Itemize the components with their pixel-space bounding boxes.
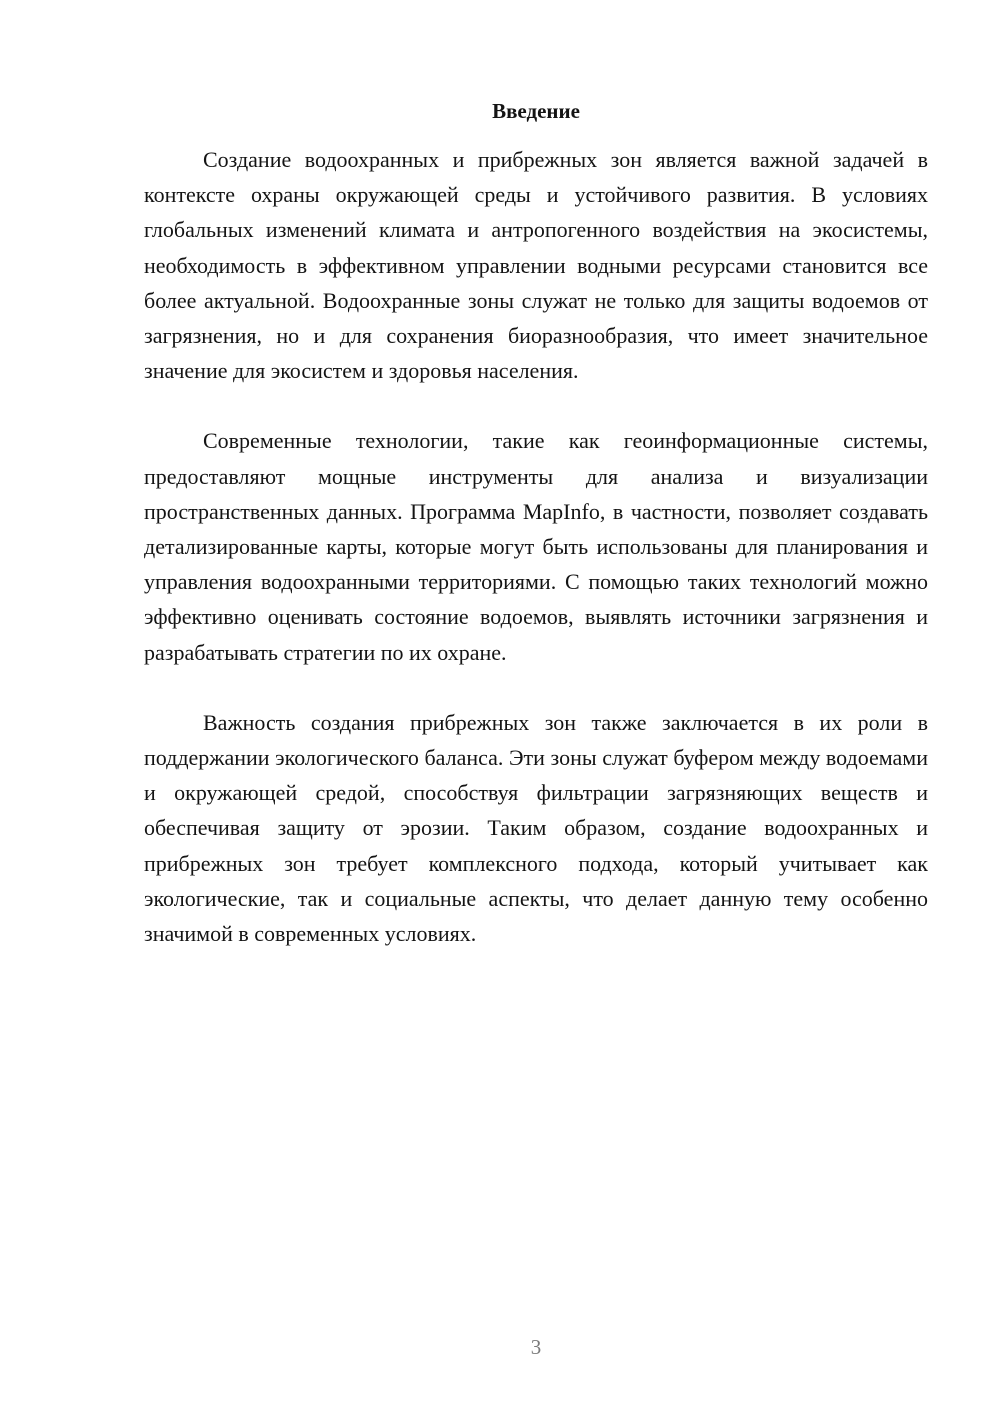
page-content: [144, 96, 928, 951]
paragraph-1: Создание водоохранных и прибрежных зон является важной задачей в контексте охраны окружающей среды и устойчивого развития. В условиях глобальных изменений климата и антропогенного воздействия на экосистемы, необходимость в эффективном управлении водными ресурсами становится все более актуальной. Водоохранные зоны служат не только для защиты водоемов от загрязнения, но и для сохранения биоразнообразия, что имеет значительное значение для экосистем и здоровья населения.: [144, 147, 928, 384]
paragraph-3: Важность создания прибрежных зон также заключается в их роли в поддержании экологического баланса. Эти зоны служат буфером между водоемами и окружающей средой, способствуя фильтрации загрязняющих веществ и обеспечивая защиту от эрозии. Таким образом, создание водоохранных и прибрежных зон требует комплексного подхода, который учитывает как экологические, так и социальные аспекты, что делает данную тему особенно значимой в современных условиях.: [144, 709, 928, 947]
page-number: 3: [530, 1335, 542, 1359]
paragraph-2: Современные технологии, такие как геоинформационные системы, предоставляют мощные инструменты для анализа и визуализации пространственных данных. Программа MapInfo, в частности, позволяет создавать детализированные карты, которые могут быть использованы для планирования и управления водоохранными территориями. С помощью таких технологий можно эффективно оценивать состояние водоемов, выявлять источники загрязнения и разрабатывать стратегии по их охране.: [144, 428, 928, 665]
section-heading: Введение: [492, 99, 580, 123]
